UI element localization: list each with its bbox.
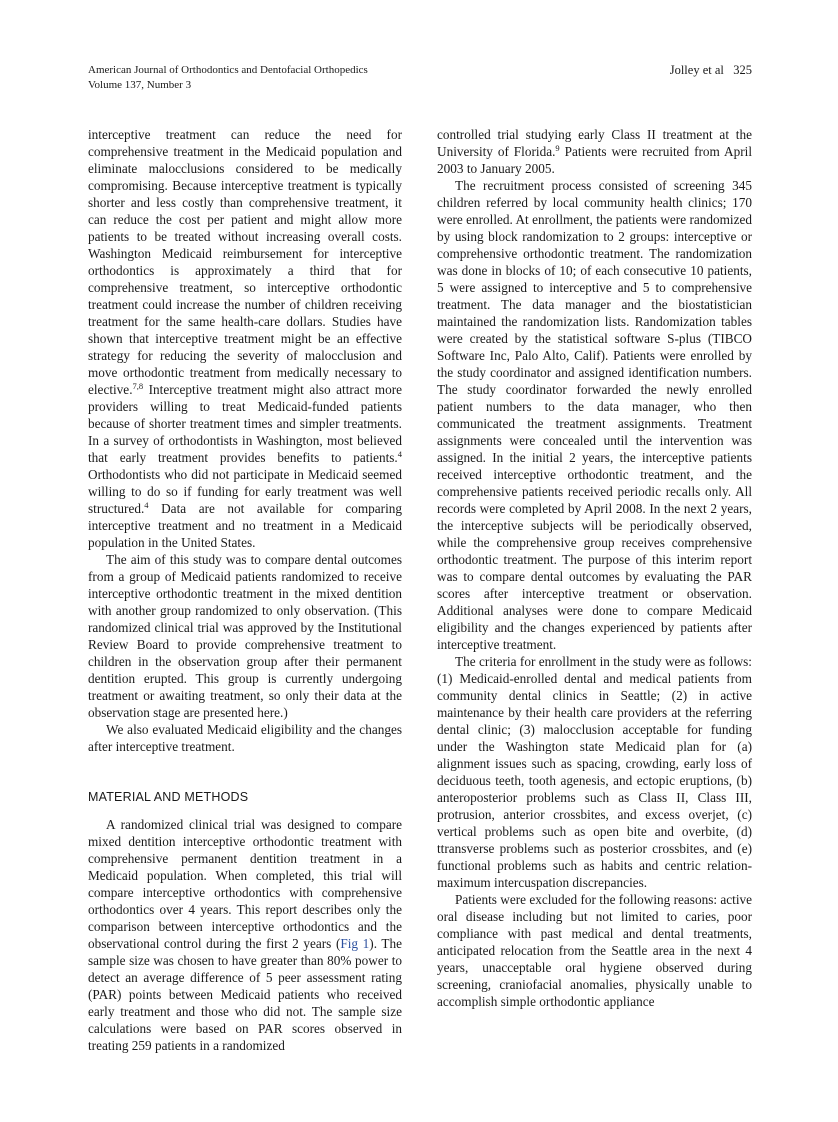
paragraph-enrollment-criteria: The criteria for enrollment in the study were as follows: (1) Medicaid-enrolled dental and medical patients from community dental clinics in Seattle; (2) in active maintenance by their health care providers at the referring dental clinic; (3) malocclusion acceptable for funding under the Washington state Medicaid plan for (a) alignment issues such as spacing, crowding, early loss of deciduous teeth, tooth agenesis, and ectopic eruptions, (b) anteroposterior problems such as Class II, Class III, protrusion, anterior crossbites, and excess overjet, (c) vertical problems such as open bite and overbite, (d) ttransverse problems such as posterior crossbites, and (e) functional problems such as habits and centric relation-maximum intercuspation discrepancies. [437, 654, 752, 890]
paragraph-exclusion-criteria: Patients were excluded for the following reasons: active oral disease including but not limited to caries, poor compliance with past medical and dental treatments, anticipated relocation from the Seattle area in the next 4 years, unacceptable oral hygiene observed during screening, craniofacial anomalies, physically unable to accomplish simple orthodontic appliance [437, 892, 752, 1009]
paragraph-study-aim: The aim of this study was to compare dental outcomes from a group of Medicaid patients randomized to receive interceptive orthodontic treatment in the mixed dentition with another group randomized to only observation. (This randomized clinical trial was approved by the Institutional Review Board to provide comprehensive treatment to children in the observation group after their permanent dentition erupted. This group is currently undergoing treatment or awaiting treatment, so only their data at the observation stage are presented here.) [88, 552, 402, 720]
left-column [88, 126, 402, 1054]
paragraph-intro-continued: interceptive treatment can reduce the need for comprehensive treatment in the Medicaid population and eliminate malocclusions considered to be medically compromising. Because interceptive treatment is typically shorter and less costly than comprehensive treatment, it can reduce the cost per patient and might allow more patients to be treated without increasing overall costs. Washington Medicaid reimbursement for interceptive orthodontics is approximately a third that for comprehensive treatment, so interceptive orthodontic treatment could increase the number of children receiving treatment for the same health-care dollars. Studies have shown that interceptive treatment might be an effective strategy for reducing the severity of malocclusion and move orthodontic treatment from medically necessary to elective.$^{7,8}$ Interceptive treatment might also attract more providers willing to treat Medicaid-funded patients because of shorter treatment times and simpler treatments. In a survey of orthodontists in Washington, most believed that early treatment provides benefits to patients.$^4$ Orthodontists who did not participate in Medicaid seemed willing to do so if funding for early treatment was well structured.$^4$ Data are not available for comparing interceptive treatment and no treatment in a Medicaid population in the United States. [88, 127, 402, 550]
paragraph-florida-trial: controlled trial studying early Class II treatment at the University of Florida.$^9$ Patients were recruited from April 2003 to January 2005. [437, 127, 753, 176]
right-column [437, 126, 752, 1010]
citation-ref: 4 [397, 449, 402, 459]
journal-volume: Volume 137, Number 3 [88, 79, 192, 91]
journal-title: American Journal of Orthodontics and Dentofacial Orthopedics [88, 64, 368, 76]
citation-ref: 9 [555, 143, 560, 153]
running-authors: Jolley et al [669, 63, 724, 77]
paragraph-medicaid-eligibility: We also evaluated Medicaid eligibility and the changes after interceptive treatment. [88, 722, 402, 754]
paragraph-recruitment: The recruitment process consisted of screening 345 children referred by local community health clinics; 170 were enrolled. At enrollment, the patients were randomized by using block randomization to 2 groups: interceptive or comprehensive orthodontic treatment. The randomization was done in blocks of 10; of each consecutive 10 patients, 5 were assigned to interceptive and 5 to comprehensive treatment. The data manager and the biostatistician maintained the randomization lists. Randomization tables were created by the statistical software S-plus (TIBCO Software Inc, Palo Alto, Calif). Patients were enrolled by the study coordinator and assigned identification numbers. The study coordinator forwarded the newly enrolled patient numbers to the data manager, who then communicated the treatment assignments. Treatment assignments were concealed until the intervention was assigned. In the initial 2 years, the interceptive patients received interceptive orthodontic treatment, and the comprehensive patients received periodic recalls only. All records were completed by April 2008. In the next 2 years, the interceptive subjects will be periodically observed, while the comprehensive group receives comprehensive orthodontic treatment. The purpose of this interim report was to compare dental outcomes by evaluating the PAR scores after interceptive treatment or observation. Additional analyses were done to compare Medicaid eligibility and the changes experienced by patients after interceptive treatment. [437, 178, 752, 652]
citation-ref: 7,8 [132, 381, 144, 391]
page-number: 325 [733, 63, 752, 77]
section-heading-methods: MATERIAL AND METHODS [88, 790, 249, 804]
running-header-page [670, 63, 752, 78]
paragraph-trial-design: A randomized clinical trial was designed to compare mixed dentition interceptive orthodontic treatment with comprehensive permanent dentition treatment in a Medicaid population. When completed, this trial will compare interceptive orthodontics with comprehensive orthodontics over 4 years. This report describes only the comparison between interceptive orthodontics and the observational control during the first 2 years (Fig 1). The sample size was chosen to have greater than 80% power to detect an average difference of 5 peer assessment rating (PAR) points between Medicaid patients who received early treatment and those who did not. The sample size calculations were based on PAR scores observed in treating 259 patients in a randomized [88, 817, 402, 1053]
running-header-journal [88, 63, 368, 93]
citation-ref: 4 [144, 500, 149, 510]
figure-link[interactable]: Fig 1 [340, 936, 370, 951]
